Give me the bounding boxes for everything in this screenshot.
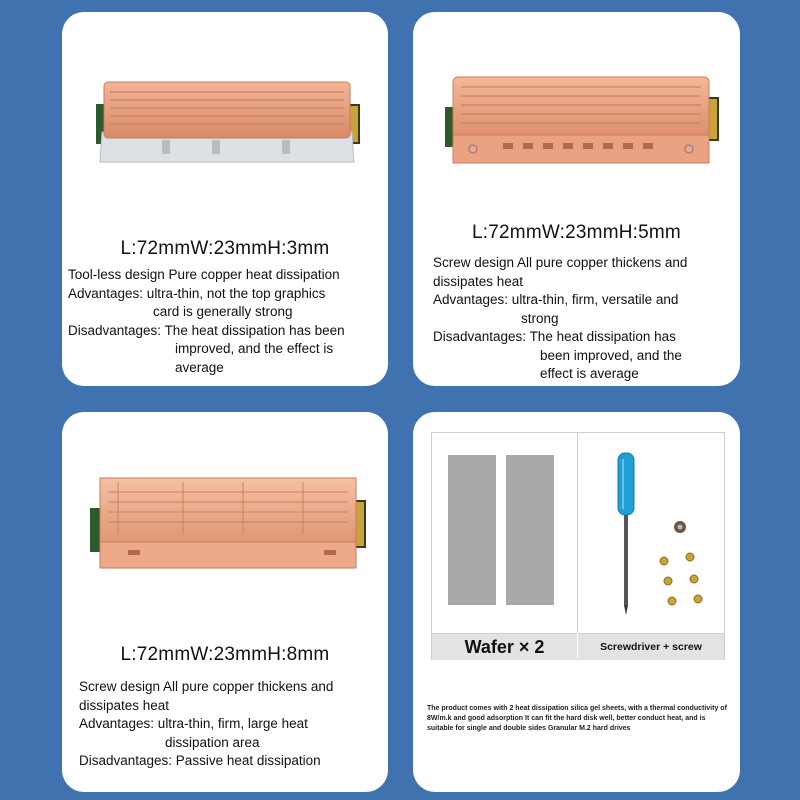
product-card-3mm (62, 12, 388, 386)
accessories-frame (431, 432, 725, 660)
disadvantages-cont2: average (175, 359, 224, 375)
disadvantages-label: Disadvantages: The heat dissipation has been (68, 322, 345, 338)
spec-text (433, 254, 687, 384)
accessories-card (413, 412, 740, 792)
disadvantages-cont1: been improved, and the (540, 347, 682, 363)
heatsink-5mm-image (443, 67, 723, 177)
wafer-label: Wafer × 2 (432, 633, 577, 660)
screwdriver-label: Screwdriver + screw (578, 633, 724, 660)
advantages-cont: dissipation area (165, 734, 260, 750)
dimensions-text: L:72mmW:23mmH:3mm (120, 238, 330, 259)
advantages-label: Advantages: ultra-thin, firm, versatile and (433, 292, 679, 307)
disadvantages-label: Disadvantages: The heat dissipation has (433, 329, 676, 344)
advantages-cont: card is generally strong (153, 304, 293, 319)
heatsink-8mm-image (88, 468, 372, 578)
design-line: Tool-less design Pure copper heat dissipation (68, 267, 340, 282)
spec-text (79, 678, 333, 771)
design-line-2: dissipates heat (433, 273, 524, 289)
disadvantages-cont1: improved, and the effect is (175, 341, 334, 356)
disadvantages-cont2: effect is average (540, 366, 639, 381)
advantages-cont: strong (521, 310, 559, 326)
dimensions-text: L:72mmW:23mmH:8mm (120, 644, 330, 665)
advantages-label: Advantages: ultra-thin, firm, large heat (79, 716, 308, 731)
heatsink-3mm-image (92, 74, 362, 174)
disadvantages-label: Disadvantages: Passive heat dissipation (79, 753, 321, 768)
screwdriver-image (578, 433, 724, 633)
spec-text (68, 266, 345, 377)
product-card-5mm (413, 12, 740, 386)
dimensions-text: L:72mmW:23mmH:5mm (472, 222, 681, 243)
design-line: Screw design All pure copper thickens and (79, 679, 334, 694)
thermal-pad-image (432, 433, 577, 633)
product-card-8mm (62, 412, 388, 792)
design-line: Screw design All pure copper thickens and (433, 255, 688, 270)
advantages-label: Advantages: ultra-thin, not the top graphics (68, 285, 326, 301)
product-description: The product comes with 2 heat dissipation silica gel sheets, with a thermal conductivity of 8W/m.k and good adsorption It can fit the hard disk well, better conduct heat, and is suitable for single and double sides Granular M.2 hard drives (427, 705, 727, 732)
design-line-2: dissipates heat (79, 697, 170, 713)
